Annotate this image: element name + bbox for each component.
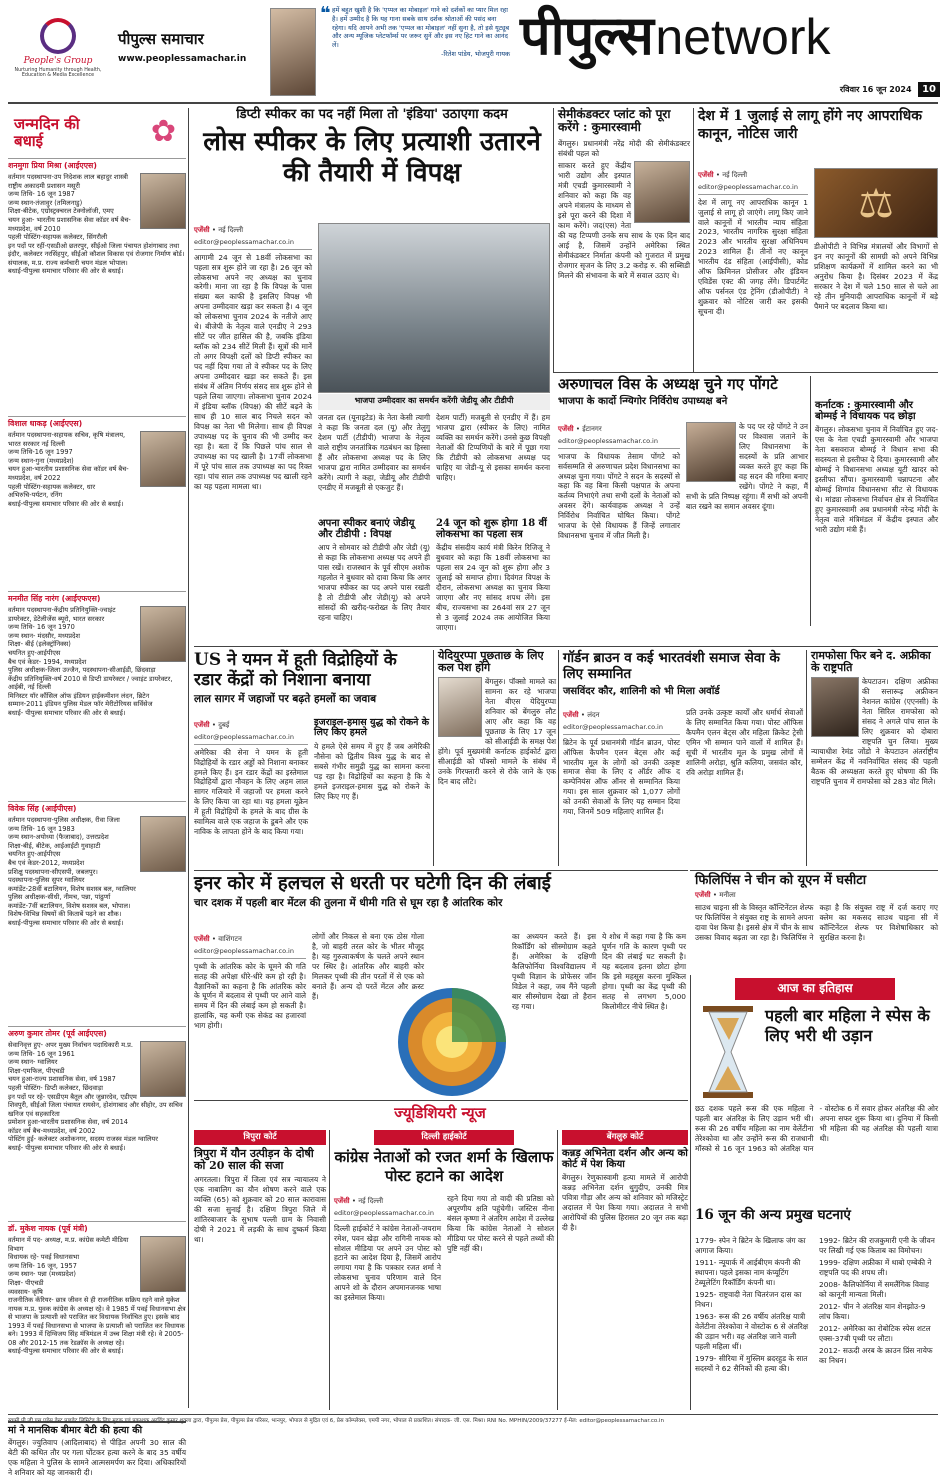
- tripura-court-label: त्रिपुरा कोर्ट: [194, 1130, 326, 1145]
- flower-icon: ✿: [150, 114, 176, 149]
- history-text-block: [695, 1104, 938, 1204]
- gordon-sub: जसविंदर कौर, शालिनी को भी मिला अवॉर्ड: [563, 685, 720, 697]
- us-yemen-text: अमेरिका की सेना ने यमन के हूती विद्रोहियों के रडार अड्डों को निशाना बनाकर हमले किए हैं। इन रडार केंद्रों का इस्तेमाल विद्रोहियों द्वारा नौवहन के लिए अहम लाल सागर गलियारे में जहाजों पर हमला करने के लिए किया जा रहा था। यह हमला यूक्रेन में हूती विद्रोहियों के हमले के बाद ग्रीस के स्वामित्व वाले एक जहाज के डूबने और एक नाविक के लापता होने के बाद किया गया।: [194, 747, 308, 837]
- quote-text: हमें बहुत खुशी है कि 'एप्पल का मोबाइल' गाने को दर्शकों का प्यार मिल रहा है। हमें उम्मीद है कि यह गाना सबके साथ दर्शक श्रोताओं की पसंद बना रहेगा। यदि आपने अभी तक 'एप्पल का मोबाइल' नहीं सुना है, तो इसे यूट्यूब और अन्य म्यूजिक प्लेटफॉर्म्स पर जरूर सुनें और इस नए हिट गाने का आनंद लें।: [332, 6, 510, 50]
- history-section: [695, 978, 938, 1410]
- inner-core-sub: चार दशक में पहली बार मेंटल की तुलना में धीमी गति से घूम रहा है आंतरिक कोर: [194, 897, 503, 910]
- gordon-col1: [563, 708, 680, 866]
- lead-byline: एजेंसी • नई दिल्ली: [194, 226, 244, 234]
- philippines-agency: एजेंसी: [695, 891, 711, 900]
- laws-email[interactable]: editor@peoplessamachar.co.in: [698, 183, 808, 194]
- gordon-story: [563, 650, 803, 866]
- logo-ring-icon: [40, 18, 76, 54]
- birthday-card: [8, 801, 186, 1026]
- lead-sub2-block: [436, 518, 550, 643]
- history-headline: पहली बार महिला ने स्पेस के लिए भरी थी उड़ान: [765, 1006, 930, 1045]
- gavel-icon: ⚖: [858, 181, 894, 227]
- delhi-court-label: दिल्ली हाईकोर्ट: [374, 1130, 514, 1145]
- history-events-left: [695, 1236, 813, 1408]
- laws-story: [698, 108, 938, 370]
- semicon-headline: सेमीकंडक्टर प्लांट को पूरा करेंगे : कुमारस्वामी: [558, 107, 671, 135]
- quote-mark-icon: ❝: [320, 3, 331, 24]
- inner-core-byline: एजेंसी • वाशिंगटन: [194, 935, 242, 943]
- birthday-person-name: विवेक सिंह (आईपीएस): [8, 804, 77, 813]
- yediyurappa-text: बेंगलुरु। पॉक्सो मामले का सामना कर रहे भाजपा नेता बीएस येदियुरप्पा शनिवार को बेंगलुरु लौट आए और कहा कि वह पूछताछ के लिए 17 जून को सीआईडी के समक्ष पेश होंगे। पूर्व मुख्यमंत्री कर्नाटक हाईकोर्ट द्वारा सीआईडी को पॉक्सो मामले के संबंध में उनके गिरफ्तारी करने से रोके जाने के एक दिन बाद लौटे।: [438, 677, 556, 787]
- history-banner: [735, 978, 895, 1000]
- lead-sub2-text: केंद्रीय संसदीय कार्य मंत्री किरेन रिजिजू ने बुधवार को कहा कि 18वीं लोकसभा का पहला सत्र 24 जून को शुरू होगा और 3 जुलाई को समाप्त होगा। दिवंगत विपक्ष के दौरान, लोकसभा अध्यक्ष का चुनाव किया जाएगा और नए सांसद शपथ लेंगे। इस बीच, राज्यसभा का 264वां सत्र 27 जून से 3 जुलाई 2024 तक आयोजित किया जाएगा।: [436, 543, 550, 632]
- lead-text: आगामी 24 जून से 18वीं लोकसभा का पहला सत्र शुरू होने जा रहा है। 26 जून को लोकसभा अपने नए अध्यक्ष का चुनाव करेगी। माना जा रहा है कि विपक्ष के पास संख्या बल काफी है इसलिए विपक्ष भी अपना उम्मीदवार खड़ा कर सकता है। 4 जून को लोकसभा चुनाव 2024 के नतीजे आए थे। बीजेपी के नेतृत्व वाले एनडीए ने 293 सीटें पर जीत हासिल की है, जबकि इंडिया ब्लॉक को 234 सीटें मिली हैं। सूत्रों की मानें तो अगर विपक्षी दलों को डिप्टी स्पीकर का पद नहीं दिया गया तो वे स्पीकर पद के लिए अपना उम्मीदवार खड़ा कर सकते हैं। इस संबंध में अंतिम निर्णय संसद सत्र शुरू होने से पहले लिया जाएगा। लोकसभा चुनाव 2024 में इंडिया ब्लॉक (विपक्ष) की सीटें बढ़ने के साथ ही 10 साल बाद निचले सदन को विपक्ष का नेता भी मिलेगा। साथ ही विपक्ष उपाध्यक्ष पद के चुनाव की भी उम्मीद कर रहा है। बता दें कि पिछले पांच साल से उपाध्यक्ष का पद खाली है। 17वीं लोकसभा में पूरे पांच साल तक उपाध्यक्ष का पद रिक्त रहा। पांच साल तक उपाध्यक्ष पद खाली रहने का यह पहला मामला था।: [194, 252, 312, 492]
- inner-core-text3: का अध्ययन करते हैं। इस रिकॉर्डिंग को सीस्मोग्राम कहते हैं। अमेरिका के दक्षिणी कैलिफोर्निया विश्वविद्यालय में पृथ्वी विज्ञान के प्रोफेसर जॉन विडेल ने कहा, जब मैंने पहली बार सीस्मोग्राम देखा तो हैरान रह गया।: [512, 932, 596, 1011]
- earth-core-icon: [394, 986, 510, 1096]
- birthday-card: [8, 158, 186, 416]
- laws-headline: देश में 1 जुलाई से लागू होंगे नए आपराधिक कानून, नोटिस जारी: [698, 108, 922, 142]
- history-event-item: 1963- रूस की 26 वर्षीय अंतरिक्ष यात्री वेलेंटीना तेरेश्कोवा ने वोस्टोक 6 से अंतरिक्ष की उड़ान भरी। वह अंतरिक्ष जाने वाली पहली महिला थीं।: [695, 1311, 809, 1351]
- karnataka-story: [815, 400, 938, 626]
- bengaluru-text: बेंगलुरु। रेणुकास्वामी हत्या मामले में आरोपी कन्नड़ अभिनेता दर्शन थुगुदीप, उनकी मित्र पवित्रा गौड़ा और अन्य को शनिवार को मजिस्ट्रेट अदालत में पेश किया गया। अदालत ने सभी आरोपियों की पुलिस हिरासत 20 जून तक बढ़ा दी है।: [562, 1173, 688, 1232]
- yediyurappa-story: [438, 650, 556, 866]
- delhi-col2: [447, 1194, 554, 1410]
- birthday-card: [8, 416, 186, 591]
- lead-photo: [318, 223, 550, 393]
- delhi-col1: [334, 1194, 441, 1410]
- lead-sub1: अपना स्पीकर बनाएं जेडीयू और टीडीपी : विपक्ष: [318, 518, 415, 540]
- history-event-item: 2012- अमेरिका का रोबोटिक स्पेस शटल एक्स-37बी पृथ्वी पर लौटा।: [819, 1323, 931, 1343]
- us-yemen-sub: लाल सागर में जहाजों पर बढ़ते हमलों का जवाब: [194, 692, 377, 705]
- ramaphosa-story: [811, 650, 938, 866]
- inner-core-headline: इनर कोर में हलचल से धरती पर घटेगी दिन की लंबाई: [194, 873, 551, 894]
- semicon-photo: [634, 161, 690, 223]
- arunachal-col1: [558, 422, 680, 627]
- arunachal-city: ईटानगर: [582, 425, 602, 433]
- date-line: [800, 82, 940, 98]
- quote-author-photo: [270, 8, 316, 96]
- history-event-item: 2012- सऊदी अरब के क्राउन प्रिंस नायेफ का निधन।: [819, 1345, 933, 1365]
- us-yemen-headline: US ने यमन में हूती विद्रोहियों के रडार केंद्रों को निशाना बनाया: [194, 650, 397, 691]
- philippines-story: [695, 874, 938, 970]
- judiciary-banner-text: ज्यूडिशियरी न्यूज: [394, 1104, 486, 1122]
- laws-text2: डीओपीटी ने विभिन्न मंत्रालयों और विभागों से इन नए कानूनों की सामग्री को अपने विभिन्न प्रशिक्षण कार्यक्रमों में शामिल करने का भी अनुरोध किया है। दिसंबर 2023 में केंद्र सरकार ने देश में चले 150 साल से चले आ रहे तीन मुनियादी आपराधिक कानूनों में बड़े पैमाने पर बदलाव किया था।: [814, 242, 938, 311]
- gordon-email[interactable]: editor@peoplessamachar.co.in: [563, 723, 680, 734]
- network-title: [520, 0, 940, 80]
- history-banner-text: आज का इतिहास: [777, 981, 853, 995]
- philippines-headline: फिलिपिंस ने चीन को यूएन में घसीटा: [695, 873, 867, 888]
- lead-email[interactable]: editor@peoplessamachar.co.in: [194, 238, 312, 249]
- laws-byline: एजेंसी • नई दिल्ली: [698, 171, 748, 179]
- lead-col3: [436, 413, 550, 513]
- delhi-email[interactable]: editor@peoplessamachar.co.in: [334, 1209, 441, 1220]
- birthday-person-photo: [140, 173, 186, 229]
- us-yemen-byline: एजेंसी • दुबई: [194, 721, 230, 729]
- karnataka-text: बेंगलुरु। लोकसभा चुनाव में निर्वाचित हुए जद-एस के नेता एचडी कुमारस्वामी और भाजपा नेता बसवराज बोम्मई ने विधान सभा की सदस्यता से इस्तीफा दे दिया। कुमारस्वामी और बोम्मई ने विधानसभा अध्यक्ष यूटी खादर को इस्तीफा सौंपा। कुमारस्वामी चन्नापटना और बोम्मई शिग्गांव विधानसभा सीट से विधायक थे। मांड्या लोकसभा निर्वाचन क्षेत्र से निर्वाचित हुए कुमारस्वामी अब प्रधानमंत्री नरेन्द्र मोदी के नेतृत्व वाले मंत्रिमंडल में केंद्रीय इस्पात और भारी उद्योग मंत्री हैं।: [815, 425, 938, 534]
- birthday-person-name: विशाल धाकड़ (आईएएस): [8, 419, 83, 428]
- birthday-person-bio: वर्तमान पदस्थापना-पुलिस अधीक्षक, रीवा जिला जन्म तिथि- 16 जून 1983 जन्म स्थान-अयोध्या (फैजाबाद), उत्तरप्रदेश शिक्षा-बीई, बीटेक, आईआईटी गुवाहाटी चयनित हुए-आईपीएस बैच एवं केडर-2012, मध्यप्रदेश प्रशिक्षु पदस्थापना-सीएसपी, जबलपुर। पदस्थापना-पुलिस सुपर ग्वालियर कमांडेंट-28वीं बटालियन, विशेष सशस्त्र बल, ग्वालियर पुलिस अधीक्षक-सीधी, नीमच, पन्ना, पांढुर्णा कमांडेंट-7वीं बटालियन, विशेष सशस्त्र बल, भोपाल। विशेष-विभिन्न विषयों की किताबें पढ़ने का शौक। बधाई-पीपुल्स समाचार परिवार की ओर से बधाई।: [8, 816, 136, 927]
- philippines-byline: एजेंसी • मनीला: [695, 891, 736, 900]
- tripura-headline: त्रिपुरा में यौन उत्पीड़न के दोषी को 20 साल की सजा: [194, 1147, 314, 1173]
- bengaluru-court-story: [562, 1130, 688, 1410]
- yediyurappa-headline: येदियुरप्पा पूछताछ के लिए कल पेश होंगे: [438, 649, 544, 675]
- us-yemen-email[interactable]: editor@peoplessamachar.co.in: [194, 733, 308, 744]
- lead-col1: [194, 223, 312, 643]
- us-yemen-story: [194, 650, 430, 880]
- gordon-text: ब्रिटेन के पूर्व प्रधानमंत्री गॉर्डन ब्राउन, पोस्ट ऑफिस कैपमैन एलन बेट्स और कई भारतीय मूल के लोगों को उनकी उत्कृष्ट समाज सेवा के लिए द ऑर्डर ऑफ द कम्पेनियंस ऑफ ऑनर से सम्मानित किया गया। इस साल शुक्रवार को 1,077 लोगों को उनकी सेवाओं के लिए यह सम्मान दिया गया, जिनमें 509 महिलाएं शामिल हैं।: [563, 737, 680, 817]
- us-yemen-agency: एजेंसी: [194, 721, 210, 729]
- birthday-person-name: अरुण कुमार तोमर (पूर्व आईएएस): [8, 1029, 107, 1038]
- arunachal-photo: [686, 422, 736, 482]
- history-text: छठ दशक पहले रूस की एक महिला ने पहली बार अंतरिक्ष के लिए उड़ान भरी थी। रूस की 26 वर्षीय महिला का नाम वेलेंटीना तेरेश्कोवा था और उन्होंने रूस की राजधानी मॉस्को से 16 जून 1963 को अंतरिक्ष यान - वोस्टोक 6 में सवार होकर अंतरिक्ष की ओर अपना सफर शुरू किया था। दुनिया में किसी भी महिला की यह अंतरिक्ष की पहली यात्रा थी।: [695, 1104, 938, 1153]
- hourglass-icon: [695, 1004, 761, 1100]
- lead-photo-caption: [318, 394, 550, 410]
- gordon-text2: प्रति उनके उत्कृष्ट कार्यों और धर्मार्थ सेवाओं के लिए सम्मानित किया गया। पोस्ट ऑफिस कैपमैन एलन बेट्स और महिला क्रिकेट ट्रेसी एमिन भी सम्मान पाने वालों में शामिल हैं। सूची में भारतीय मूल के प्रमुख लोगों में शालिनी अरोड़ा, श्रुति कलिया, जसवंत कौर, रवि अरोड़ा शामिल हैं।: [686, 708, 803, 777]
- gordon-col2: [686, 708, 803, 866]
- karnataka-headline: कर्नाटक : कुमारस्वामी और बोम्मई ने विधायक पद छोड़ा: [815, 400, 916, 422]
- ramaphosa-text: केपटाउन। दक्षिण अफ्रीका की सत्तारूढ़ अफ्रीकन नेशनल कांग्रेस (एएनसी) के नेता सिरिल रामफोसा को संसद ने अगले पांच साल के लिए शुक्रवार को दोबारा राष्ट्रपति चुन लिया। मुख्य न्यायाधीश रेमंड जोंडो ने केपटाउन अंतर्राष्ट्रीय सम्मेलन केंद्र में नवनिर्वाचित संसद की पहली बैठक की अध्यक्षता करते हुए घोषणा की कि राष्ट्रपति चुनाव में रामफोसा को 283 वोट मिले।: [811, 677, 938, 787]
- paper-name-block: [118, 30, 268, 80]
- birthday-person-photo: [140, 431, 186, 487]
- history-event-item: 1925- राष्ट्रवादी नेता चितरंजन दास का निधन।: [695, 1289, 802, 1309]
- arunachal-email[interactable]: editor@peoplessamachar.co.in: [558, 437, 680, 448]
- delhi-headline: कांग्रेस नेताओं को रजत शर्मा के खिलाफ पोस्ट हटाने का आदेश: [334, 1148, 554, 1185]
- birthday-person-name: मनमीत सिंह नारंग (आईएफएस): [8, 594, 101, 603]
- quote-box: [320, 3, 510, 98]
- birthday-person-bio: वर्तमान पदस्थापना-केंद्रीय प्रतिनियुक्ति-ज्वाइंट डायरेक्टर, डेटेलीजेंस ब्यूरो, भारत सरकार जन्म तिथि- 16 जून 1970 जन्म स्थान- मंदसौर, मध्यप्रदेश शिक्षा- बीई (इलेक्ट्रॉनिक्स) चयनित हुए-आईपीएस बैच एवं केडर- 1994, मध्यप्रदेश पुलिस अधीक्षक-जिला उज्जैन, पदस्थापना-सीआईडी, छिंदवाड़ा केंद्रीय प्रतिनियुक्ति-वर्ष 2010 से डिप्टी डायरेक्टर / ज्वाइंट डायरेक्टर, आईबी, नई दिल्ली मिनिस्टर यॉर कौंसिल ऑफ इंडियन हाईकमीशन लंदन, ब्रिटेन सम्मान-2011 इंडियन पुलिस मेडल फॉर मेरीटोरियस सर्विसेज बधाई- पीपुल्स समाचार परिवार की ओर से बधाई।: [8, 606, 173, 717]
- arunachal-story: [558, 376, 808, 626]
- delhi-city: नई दिल्ली: [358, 1197, 384, 1205]
- history-events-title: 16 जून की अन्य प्रमुख घटनाएं: [695, 1207, 851, 1223]
- footer: [8, 1418, 938, 1442]
- peoples-group-logo: [8, 18, 108, 98]
- laws-city: नई दिल्ली: [722, 171, 748, 179]
- website-link[interactable]: www.peoplessamachar.in: [118, 53, 247, 64]
- gavel-photo: [814, 168, 938, 238]
- history-event-item: 1992- ब्रिटेन की राजकुमारी एनी के जीवन पर लिखी गई एक किताब का विमोचन।: [819, 1236, 935, 1255]
- page-number: 10: [918, 82, 940, 97]
- semicon-text: साकार करते हुए केंद्रीय भारी उद्योग और इस्पात मंत्री एचडी कुमारस्वामी ने शनिवार को कहा कि वह अपने मंत्रालय के माध्यम से इसे पूरा करने की दिशा में काम करेंगे। जद(एस) नेता की यह टिप्पणी उनके सच साथ के एक दिन बाद आई है, जिसमें उन्होंने अमेरिका स्थित सेमीकंडक्टर निर्माता कंपनी को गुजरात में प्रमुख रोजगार सृजन के लिए 3.2 करोड़ रु. की सब्सिडी मिलने की संभावना के बारे में सवाल उठाए थे।: [558, 161, 690, 281]
- history-event-item: 1779- स्पेन ने ब्रिटेन के खिलाफ जंग का आगाज किया।: [695, 1236, 806, 1255]
- title-english: network: [655, 9, 831, 65]
- inner-core-city: वाशिंगटन: [218, 935, 242, 943]
- delhi-text2: रहने दिया गया तो वादी की प्रतिष्ठा को अपूरणीय क्षति पहुंचेगी। जस्टिस नीना बंसल कृष्णा ने अंतरिम आदेश में उल्लेख किया कि कांग्रेस नेताओं ने सोशल मीडिया पर पोस्ट करने से पहले तथ्यों की पुष्टि नहीं की।: [447, 1194, 554, 1253]
- lead-agency: एजेंसी: [194, 226, 210, 234]
- birthday-column: [8, 108, 186, 1478]
- arunachal-text: भाजपा के विधायक तेसाम पोंगटे को सर्वसम्मति से अरुणाचल प्रदेश विधानसभा का अध्यक्ष चुना गया। पोंगटे ने सदन के सदस्यों से कहा कि वह बिना किसी पक्षपात के अपना कर्तव्य निभाएंगे तथा सभी दलों के नेताओं को अवसर देंगे। कार्यवाहक अध्यक्ष ने उन्हें निर्विरोध निर्वाचित घोषित किया। पोंगटे भाजपा के ऐसे विधायक हैं जिन्हें लगातार विधानसभा चुनाव में जीत मिली है।: [558, 451, 680, 541]
- us-yemen-sub2-text: ये हमले ऐसे समय में हुए हैं जब अमेरिकी नौसेना को द्वितीय विश्व युद्ध के बाद से सबसे गंभीर समुद्री युद्ध का सामना करना पड़ रहा है। विद्रोहियों का कहना है कि ये हमले इजराइल-हमास युद्ध को रोकने के लिए किए गए हैं।: [314, 741, 430, 801]
- lead-story: [194, 108, 550, 643]
- philippines-text: साउथ चाइना सी के विस्तृत कॉन्टिनेंटल शेल्फ पर फिलिपिंस ने संयुक्त राष्ट्र के सामने अपना दावा पेश किया है। इससे क्षेत्र में चीन के साथ उसका विवाद बढ़ता जा रहा है। फिलिपिंस ने कहा है कि संयुक्त राष्ट्र में दर्ज कराए गए क्लेम का मकसद साउथ चाइना सी में कॉन्टिनेंटल शेल्फ पर विशेषाधिकार को सुरक्षित करना है।: [695, 903, 938, 943]
- semicon-story: [558, 108, 690, 370]
- laws-agency: एजेंसी: [698, 171, 714, 179]
- history-event-item: 2012- चीन ने अंतरिक्ष यान शेनझोउ-9 लांच किया।: [819, 1301, 926, 1321]
- earth-cross-section-illustration: [394, 986, 510, 1096]
- ramaphosa-photo: [811, 677, 859, 737]
- philippines-city: मनीला: [719, 891, 736, 900]
- lead-sub2: 24 जून को शुरू होगा 18 वीं लोकसभा का पहला सत्र: [436, 518, 547, 540]
- issue-date: रविवार 16 जून 2024: [839, 85, 912, 94]
- laws-text: देश में लागू नए आपराधिक कानून 1 जुलाई से लागू हो जाएंगे। लागू किए जाने वाले कानूनों में भारतीय न्याय संहिता 2023, भारतीय नागरिक सुरक्षा संहिता 2023 और भारतीय सुरक्षा अधिनियम 2023 शामिल हैं। तीनों नए कानून भारतीय दंड संहिता (आईपीसी), कोड ऑफ क्रिमिनल प्रोसीजर और इंडियन एविडेंस एक्ट की जगह लेंगे। डिपार्टमेंट ऑफ पर्सनल एंड ट्रेनिंग (डीओपीटी) ने शुक्रवार को नोटिस जारी कर इसकी सूचना दी।: [698, 197, 808, 317]
- us-yemen-sub2: इजराइल-हमास युद्ध को रोकने के लिए किए हमले: [314, 717, 430, 739]
- birthday-header: [8, 108, 186, 158]
- birthday-card: [8, 591, 186, 801]
- hourglass-illustration: [695, 1004, 761, 1100]
- birthday-person-name: डॉ. मुकेश नायक (पूर्व मंत्री): [8, 1224, 88, 1233]
- footer-imprint: स्वामी पी.जी.एस एड्रेस वेस्ट प्राइवेट लिमिटेड के लिए मुद्रक एवं प्रकाशक अरविंद कुमार शुक्ला द्वारा, पीपुल्स प्रेस, पीपुल्स प्रेस परिसर, भानपुर, भोपाल से मुद्रित एवं 6, प्रेस कॉम्प्लेक्स, एमपी नगर, भोपाल से प्रकाशित। संपादक- जी. एस. मिश्रा। RNI No. MPHIN/2009/37277 ई-मेल: editor@peoplessamachar.co.in: [8, 1418, 664, 1424]
- delhi-byline: एजेंसी • नई दिल्ली: [334, 1197, 384, 1205]
- arunachal-headline: अरुणाचल विस के अध्यक्ष चुने गए पोंगटे: [558, 375, 778, 393]
- lead-col2: [318, 413, 430, 513]
- lead-col2-text: जनता दल (यूनाइटेड) के नेता केसी त्यागी ने कहा कि जनता दल (यू) और तेलुगु देशम पार्टी (टीडीपी) भाजपा के नेतृत्व वाले राष्ट्रीय जनतांत्रिक गठबंधन का हिस्सा हैं और लोकसभा अध्यक्ष पद के लिए भाजपा द्वारा नामित उम्मीदवार का समर्थन करेंगे। त्यागी ने कहा, जेडीयू और टीडीपी एनडीए में मजबूती से एकजुट हैं।: [318, 413, 430, 492]
- arunachal-text2: के पद पर रहे पोंगटे ने उन पर विश्वास जताने के लिए विधानसभा के सदस्यों के प्रति आभार व्यक्त करते हुए कहा कि वह सदन की गरिमा बनाए रखेंगे। पोंगटे ने कहा, मैं सभी के प्रति निष्पक्ष रहूंगा। मैं सभी को अपनी बात रखने का समान अवसर दूंगा।: [686, 422, 808, 511]
- bengaluru-court-label: बेंगलुरु कोर्ट: [562, 1130, 688, 1145]
- bengaluru-headline: कन्नड़ अभिनेता दर्शन और अन्य को कोर्ट में पेश किया: [562, 1148, 688, 1171]
- lead-sub1-block: [318, 518, 430, 643]
- inner-core-email[interactable]: editor@peoplessamachar.co.in: [194, 947, 306, 958]
- tripura-story: [194, 1130, 326, 1410]
- lead-kicker: डिप्टी स्पीकर का पद नहीं मिला तो 'इंडिया' उठाएगा कदम: [236, 107, 508, 122]
- birthday-person-photo: [140, 606, 186, 662]
- judiciary-banner: [320, 1104, 560, 1126]
- logo-tagline: Nurturing Humanity through Health, Education & Media Excellence: [14, 67, 102, 79]
- gordon-byline: एजेंसी • लंदन: [563, 711, 600, 719]
- inner-core-text1: पृथ्वी के आंतरिक कोर के घूमने की गति सतह की अपेक्षा धीरे-धीरे कम हो रही है। वैज्ञानिकों का कहना है कि आंतरिक कोर के घूर्णन में बदलाव से पृथ्वी पर आने वाले समय में दिन की लंबाई कम हो सकती है। हालांकि, यह कमी एक सेकंड का हजारवां भाग होगी।: [194, 961, 306, 1031]
- delhi-text: दिल्ली हाईकोर्ट ने कांग्रेस नेताओं-जयराम रमेश, पवन खेड़ा और रागिनी नायक को सोशल मीडिया पर अपने उन पोस्ट को हटाने का आदेश दिया है, जिसमें आरोप लगाया गया है कि पत्रकार रजत शर्मा ने लोकसभा चुनाव परिणाम वाले दिन आपने शो के दौरान अपमानजनक भाषा का इस्तेमाल किया।: [334, 1223, 441, 1303]
- arunachal-agency: एजेंसी: [558, 425, 574, 433]
- tripura-text: अगरतला। त्रिपुरा में जिला एवं सत्र न्यायालय ने एक नाबालिग का यौन शोषण करने वाले एक व्यक्ति (65) को शुक्रवार को 20 साल कारावास की सजा सुनाई है। दक्षिण त्रिपुरा जिले में शांतिरबाजार के सुभाष पल्ली ग्राम के निवासी दोषी ने 2021 में लड़की के साथ दुष्कर्म किया था।: [194, 1175, 326, 1245]
- lead-photo-caption-text: भाजपा उम्मीदवार का समर्थन करेंगी जेडीयू और टीडीपी: [354, 396, 514, 405]
- birthday-header-title: जन्मदिन की बधाई: [14, 115, 80, 150]
- inner-core-col4: [602, 932, 686, 1092]
- semicon-dateline: बेंगलुरु। प्रधानमंत्री नरेंद्र मोदी की सेमीकंडक्टर संबंधी पहल को: [558, 139, 690, 159]
- lead-sub1-text: आप ने सोमवार को टीडीपी और जेडी (यू) से कहा कि लोकसभा अध्यक्ष पद अपने ही पास रखें। राजस्थान के पूर्व सीएम अशोक गहलोत ने बुधवार को दावा किया कि अगर भाजपा स्पीकर का पद अपने पास रखती है तो टीडीपी और जेडी(यू) को अपने सांसदों की खरीद-फरोख्त के लिए तैयार रहना चाहिए।: [318, 543, 430, 622]
- masthead: [0, 0, 945, 104]
- inner-core-col1: [194, 932, 306, 1092]
- history-events-right: [819, 1236, 938, 1408]
- birthday-card: [8, 1026, 186, 1221]
- mother-story-text: बेंगलुरु। ज्युतिवाप (आदिलाबाद) से पीड़ित अपनी 30 साल की बेटी की कथित तौर पर गला घोंटकर हत्या करने के बाद 35 वर्षीय एक महिला ने पुलिस के सामने आत्मसमर्पण कर दिया। अधिकारियों ने शनिवार को यह जानकारी दी।: [8, 1438, 186, 1478]
- arunachal-byline: एजेंसी • ईटानगर: [558, 425, 602, 433]
- gordon-headline: गॉर्डन ब्राउन व कई भारतवंशी समाज सेवा के लिए सम्मानित: [563, 650, 780, 683]
- ramaphosa-headline: रामफोसा फिर बने द. अफ्रीका के राष्ट्रपति: [811, 649, 931, 675]
- laws-col2: [814, 242, 938, 370]
- birthday-person-photo: [140, 1041, 186, 1097]
- us-yemen-col1: [194, 718, 308, 878]
- history-event-item: 1979- सीरिया में मुस्लिम ब्रदरहुड के सात सदस्यों ने 62 सैनिकों की हत्या की।: [695, 1353, 808, 1373]
- birthday-person-bio: वर्तमान में पद- अध्यक्ष, म.प्र. कांग्रेस कमेटी मीडिया विभाग विधायक रहे- पवई विधानसभा जन्म तिथि- 16 जून, 1957 जन्म स्थान- पन्ना (मध्यप्रदेश) शिक्षा- पीएचडी व्यवसाय- कृषि राजनीतिक कॅरियर- छात्र जीवन से ही राजनीतिक सक्रिय रहने वाले मुकेश नायक म.प्र. युवक कांग्रेस के अध्यक्ष रहे। वे 1985 में पवई विधानसभा क्षेत्र से भाजपा के प्रत्याशी को पराजित कर विधायक निर्वाचित हुए। इसके बाद 1993 में पवई विधानसभा से भाजपा के प्रत्याशी को पराजित कर विधायक बने। 1993 में दिग्विजय सिंह मंत्रिमंडल में उच्च शिक्षा मंत्री रहे। वे 2005-08 और 2012-15 तक रेडक्रॉस के अध्यक्ष रहे। बधाई-पीपुल्स समाचार परिवार की ओर से बधाई।: [8, 1236, 186, 1356]
- inner-core-text4: ये शोध में कहा गया है कि कम घूर्णन गति के कारण पृथ्वी पर दिन की लंबाई घट सकती है। यह बदलाव इतना छोटा होगा कि इसे महसूस करना मुश्किल होगा। पृथ्वी का केंद्र पृथ्वी की सतह से लगभग 5,000 किलोमीटर नीचे स्थित है।: [602, 932, 686, 1011]
- birthday-person-bio: सेवानिवृत्त हुए- अपर मुख्य निर्वाचन पदाधिकारी म.प्र. जन्म तिथि- 16 जून 1961 जन्म स्थान- ग्वालियर शिक्षा-एमफिल, पीएचडी चयन हुआ-राज्य प्रशासनिक सेवा, वर्ष 1987 पहली पोस्टिंग- डिप्टी कलेक्टर, छिंदवाड़ा इन पदों पर रहे- एसडीएम बैतूल और जुन्नारदेव, एडीएम शिवपुरी, सीईओ जिला पंचायत रायसेन, होशंगाबाद और सीहोर, उप सचिव खनिज एवं सहकारिता प्रमोशन हुआ-भारतीय प्रशासनिक सेवा, वर्ष 2014 कॉडर वर्ष बैच-मध्यप्रदेश, वर्ष 2002 पोस्टिंग हुई- कलेक्टर अशोकनगर, सदस्य राजस्व मंडल ग्वालियर बधाई- पीपुल्स समाचार परिवार की ओर से बधाई।: [8, 1041, 183, 1152]
- lead-col3-text: देशम पार्टी) मजबूती से एनडीए में हैं। हम भाजपा द्वारा (स्पीकर के लिए) नामित व्यक्ति का समर्थन करेंगे। उनसे कुछ विपक्षी नेताओं की टिप्पणियों के बारे में पूछा गया कि टीडीपी को लोकसभा अध्यक्ष पद चाहिए या जेडी-यू से इसका समर्थन करना चाहिए।: [436, 413, 550, 482]
- history-event-item: 1911- न्यूयार्क में आईबीएम कंपनी की स्थापना। पहले इसका नाम कंप्यूटिंग टेब्यूलेटिंग रिकॉर्डिंग कंपनी था।: [695, 1257, 801, 1287]
- inner-core-story: [194, 874, 686, 1094]
- lead-headline: लोस स्पीकर के लिए प्रत्याशी उतारने की तैयारी में विपक्ष: [203, 127, 541, 189]
- birthday-person-photo: [140, 816, 186, 872]
- yediyurappa-photo: [438, 677, 482, 737]
- paper-name: पीपुल्स समाचार: [118, 30, 204, 48]
- birthday-person-bio: वर्तमान पदस्थापना-सहायक सचिव, कृषि मंत्रालय, भारत सरकार नई दिल्ली जन्म तिथि-16 जून 1997 जन्म स्थान-गुना (मध्यप्रदेश) चयन हुआ-भारतीय प्रशासनिक सेवा कॉडर वर्ष बैच-मध्यप्रदेश, वर्ष 2022 पहली पोस्टिंग-सहायक कलेक्टर, धार अभिरुचि-पर्यटन, रनिंग बधाई-पीपुल्स समाचार परिवार की ओर से बधाई।: [8, 431, 129, 508]
- title-hindi: पीपुल्स: [520, 3, 653, 67]
- delhi-agency: एजेंसी: [334, 1197, 350, 1205]
- quote-author: -रितेश पांडेय, भोजपुरी गायक: [441, 49, 510, 58]
- laws-col1: [698, 168, 808, 368]
- gordon-city: लंदन: [587, 711, 600, 719]
- lead-city: नई दिल्ली: [218, 226, 244, 234]
- us-yemen-col2: [314, 718, 430, 878]
- birthday-card: [8, 1221, 186, 1421]
- logo-brand-name: People's Group: [23, 56, 93, 66]
- arunachal-col2: [686, 422, 808, 627]
- birthday-person-name: शनमुगा प्रिया मिश्रा (आईएएस): [8, 161, 97, 170]
- birthday-person-bio: वर्तमान पदस्थापना-उप निदेशक लाल बहादुर शास्त्री राष्ट्रीय अकादमी प्रशासन मसूरी जन्म तिथि- 16 जून 1987 जन्म स्थान-तंजावुर (तमिलनाडु) शिक्षा-बीटेक, एग्रोस्ट्रक्चरल टेक्नोलॉजी, एमए चयन हुआ- भारतीय प्रशासनिक सेवा कॉडर वर्ष बैच-मध्यप्रदेश, वर्ष 2010 पहली पोस्टिंग-सहायक कलेक्टर, सिंगरौली इन पदों पर रहीं-एसडीओ छतरपुर, सीईओ जिला पंचायत होशंगाबाद तथा इंदौर, कलेक्टर नरसिंहपुर, सीईओ कौशल विकास एवं रोजगार निर्माण बोर्ड। संयालक, म.प्र. राज्य कर्मचारी चयन मंडल भोपाल। बधाई-पीपुल्स समाचार परिवार की ओर से बधाई।: [8, 173, 185, 276]
- birthday-list: [8, 158, 186, 1478]
- delhi-hc-story: [334, 1130, 554, 1410]
- inner-core-text2: लोगों और निकल से बना एक ठोस गोला है, जो बाहरी तरल कोर के भीतर मौजूद है। यह गुरुत्वाकर्षण के चलते अपने स्थान पर स्थिर है। आंतरिक और बाहरी कोर मिलकर पृथ्वी की तीन परतों में से एक को बनाते हैं। अन्य दो परतें मेंटल और क्रस्ट हैं।: [312, 932, 424, 1001]
- gordon-agency: एजेंसी: [563, 711, 579, 719]
- arunachal-sub: भाजपा के कार्दो न्ग्यिगोर निर्विरोध उपाध्यक्ष बने: [558, 395, 728, 407]
- inner-core-agency: एजेंसी: [194, 935, 210, 943]
- history-event-item: 2008- कैलिफोर्निया में समलैंगिक विवाह को कानूनी मान्यता मिली।: [819, 1279, 929, 1299]
- birthday-person-photo: [140, 1236, 186, 1292]
- us-yemen-city: दुबई: [218, 721, 230, 729]
- history-event-item: 1999- दक्षिण अफ्रीका में थाबो एम्बेकी ने राष्ट्रपति पद की शपथ ली।: [819, 1257, 932, 1277]
- mother-story-headline: मां ने मानसिक बीमार बेटी की हत्या की: [8, 1425, 143, 1436]
- inner-core-col3: [512, 932, 596, 1092]
